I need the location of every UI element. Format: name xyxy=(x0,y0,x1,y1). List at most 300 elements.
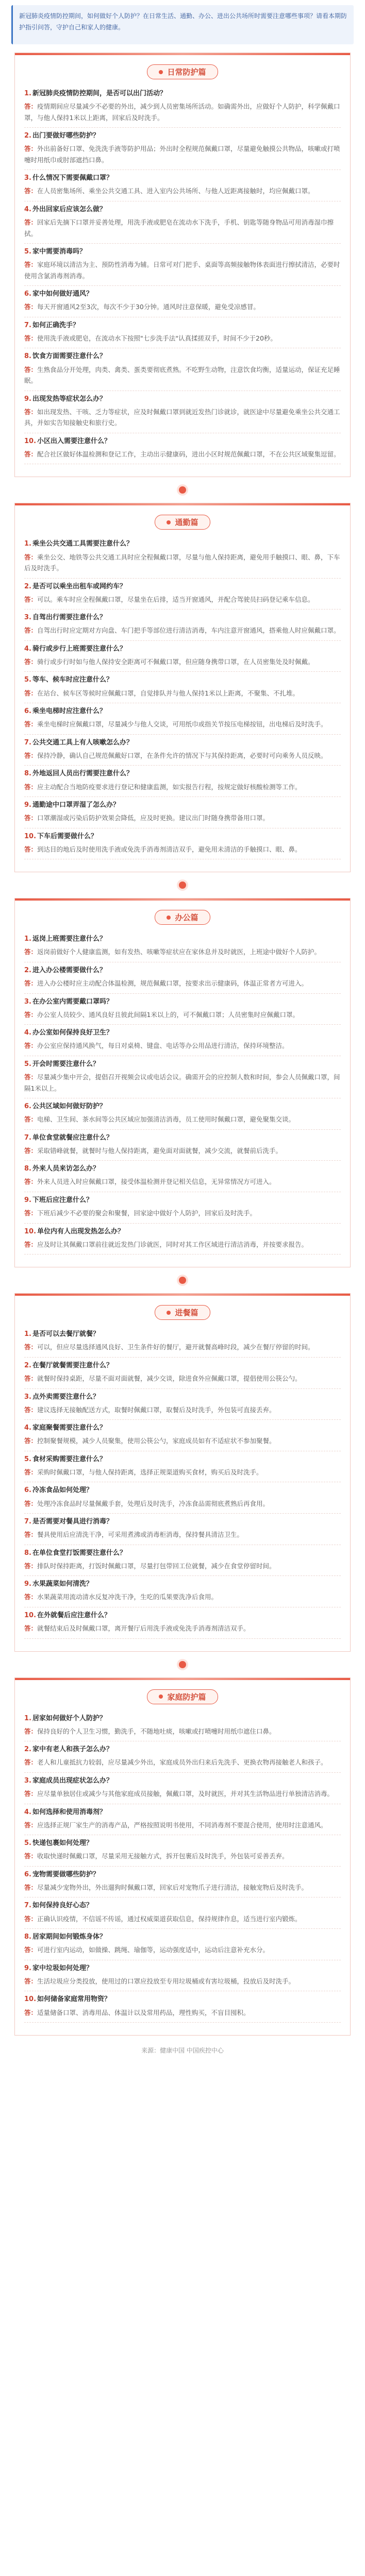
question xyxy=(24,644,341,654)
question xyxy=(24,997,341,1007)
question-number: 10. xyxy=(24,1995,37,2004)
qa-item xyxy=(24,89,341,128)
question xyxy=(24,1579,341,1589)
answer-label: 答： xyxy=(24,1115,38,1124)
qa-item xyxy=(24,1932,341,1960)
qa-item xyxy=(24,1101,341,1130)
answer-text: 可以。乘车时应全程佩戴口罩，尽量坐在后排，适当开窗通风，并配合驾驶员扫码登记乘车信息。 xyxy=(37,595,314,603)
bullet-icon xyxy=(167,520,171,524)
question-text: 出门要做好哪些防护？ xyxy=(32,132,99,140)
question-number: 5. xyxy=(24,676,31,684)
answer xyxy=(24,1467,341,1483)
qa-sections xyxy=(11,53,354,2036)
answer xyxy=(24,750,341,766)
answer-text: 就餐结束后及时佩戴口罩，离开餐厅后用洗手液或免洗手消毒剂清洁双手。 xyxy=(37,1624,250,1633)
question-number: 6. xyxy=(24,1870,31,1878)
answer-label: 答： xyxy=(24,1727,38,1735)
question-number: 10. xyxy=(24,437,37,445)
answer xyxy=(24,217,341,244)
qa-item xyxy=(24,1611,341,1639)
answer-text: 尽量减少集中开会，提倡召开视频会议或电话会议。确需开会的应控制人数和时间，参会人员佩戴口罩，间隔1米以上。 xyxy=(24,1073,340,1092)
qa-item xyxy=(24,1485,341,1514)
answer-text: 生熟食品分开处理，肉类、禽类、蛋类要彻底煮熟。不吃野生动物，注意饮食均衡，适量运动，保证充足睡眠。 xyxy=(24,365,340,385)
qa-item xyxy=(24,351,341,391)
answer-label: 答： xyxy=(24,1146,38,1155)
qa-item xyxy=(24,832,341,860)
qa-item xyxy=(24,1901,341,1929)
question-number: 7. xyxy=(24,321,31,329)
question-number: 1. xyxy=(24,935,31,943)
answer xyxy=(24,449,341,465)
question-number: 8. xyxy=(24,1165,31,1173)
answer-label: 答： xyxy=(24,1790,38,1798)
question-number: 6. xyxy=(24,290,31,298)
answer xyxy=(24,1561,341,1577)
answer-label: 答： xyxy=(24,2008,38,2016)
question-text: 在外就餐后应注意什么？ xyxy=(37,1611,111,1619)
answer-label: 答： xyxy=(24,1852,38,1860)
question-number: 8. xyxy=(24,1549,31,1557)
answer xyxy=(24,1757,341,1773)
answer-text: 使用洗手液或肥皂，在流动水下按照"七步洗手法"认真揉搓双手，时间不少于20秒。 xyxy=(37,334,277,342)
qa-item xyxy=(24,1963,341,1992)
answer-text: 办公室人员较少、通风良好且彼此间隔1米以上的，可不佩戴口罩；人员密集时应佩戴口罩。 xyxy=(37,1010,299,1019)
card-top-decoration xyxy=(15,503,350,505)
section-card xyxy=(14,1677,351,2036)
answer-label: 答： xyxy=(24,1240,38,1248)
card-top-decoration xyxy=(15,1294,350,1296)
question-text: 家中需要消毒吗？ xyxy=(32,248,86,256)
qa-item xyxy=(24,934,341,962)
answer xyxy=(24,1435,341,1451)
question xyxy=(24,131,341,141)
question-text: 如何选择和使用消毒剂？ xyxy=(32,1808,106,1816)
question-number: 7. xyxy=(24,1902,31,1910)
answer-text: 保持良好的个人卫生习惯，勤洗手，不随地吐痰，咳嗽或打喷嚏时用纸巾遮住口鼻。 xyxy=(37,1727,276,1735)
answer-label: 答： xyxy=(24,1758,38,1767)
question-text: 家庭聚餐需要注意什么？ xyxy=(32,1424,106,1432)
question-text: 骑行或步行上班需要注意什么？ xyxy=(32,645,126,653)
answer-label: 答： xyxy=(24,1073,38,1081)
question xyxy=(24,1485,341,1496)
answer xyxy=(24,844,341,860)
question-number: 4. xyxy=(24,1029,31,1037)
answer xyxy=(24,1208,341,1224)
question xyxy=(24,769,341,779)
answer-text: 配合社区做好体温检测和登记工作，主动出示健康码，进出小区时规范佩戴口罩，不在公共区域聚集逗留。 xyxy=(37,450,340,458)
question-number: 2. xyxy=(24,966,31,974)
footer-source: 来源：健康中国 中国疾控中心 xyxy=(141,2047,224,2055)
question-number: 4. xyxy=(24,205,31,213)
answer-text: 回家后先摘下口罩并妥善处理，用洗手液或肥皂在流动水下洗手，手机、钥匙等随身物品可用消毒湿巾擦拭。 xyxy=(24,218,334,238)
answer-text: 外来人员进入时应佩戴口罩，接受体温检测并登记相关信息，无异常情况方可进入。 xyxy=(37,1178,276,1186)
answer-text: 水果蔬菜用流动清水反复冲洗干净，生吃的瓜果要洗净后食用。 xyxy=(37,1593,218,1601)
answer xyxy=(24,1040,341,1056)
question xyxy=(24,89,341,99)
question xyxy=(24,1994,341,2005)
answer-text: 就餐时保持桌距，尽量不面对面就餐，减少交谈，除进食外应佩戴口罩，提倡使用公筷公勺。 xyxy=(37,1375,302,1382)
qa-item xyxy=(24,1714,341,1742)
qa-item xyxy=(24,539,341,578)
answer-text: 下班后减少不必要的聚会和聚餐，回家途中做好个人防护，回家后及时洗手。 xyxy=(37,1209,257,1217)
answer-label: 答： xyxy=(24,187,38,195)
qa-item xyxy=(24,1028,341,1056)
answer-label: 答： xyxy=(24,1343,38,1351)
question-number: 3. xyxy=(24,614,31,622)
intro-banner: 新冠肺炎疫情防控期间，如何做好个人防护？在日常生活、通勤、办公、进出公共场所时需要注意哪些事项？请看本期防护指引问答，守护自己和家人的健康。 xyxy=(11,5,354,44)
question xyxy=(24,1227,341,1237)
question-number: 9. xyxy=(24,801,31,809)
card-top-decoration xyxy=(15,53,350,55)
answer xyxy=(24,688,341,704)
answer-label: 答： xyxy=(24,1624,38,1633)
question-number: 7. xyxy=(24,738,31,747)
question xyxy=(24,1392,341,1402)
question-number: 9. xyxy=(24,395,31,403)
question-text: 家中如何做好通风？ xyxy=(32,290,93,298)
answer xyxy=(24,1404,341,1420)
qa-item xyxy=(24,1392,341,1420)
question-number: 2. xyxy=(24,582,31,590)
answer xyxy=(24,719,341,735)
question-text: 等车、候车时应注意什么？ xyxy=(32,676,113,684)
section-title-row xyxy=(24,515,341,530)
answer xyxy=(24,1145,341,1161)
answer-text: 采购时佩戴口罩，与他人保持距离，选择正规渠道购买食材，购买后及时洗手。 xyxy=(37,1468,263,1476)
answer xyxy=(24,1342,341,1358)
answer-label: 答： xyxy=(24,595,38,603)
question xyxy=(24,1517,341,1527)
question-number: 3. xyxy=(24,1393,31,1401)
question xyxy=(24,247,341,257)
section-title-row xyxy=(24,64,341,79)
answer-label: 答： xyxy=(24,1562,38,1570)
answer xyxy=(24,1373,341,1389)
answer-text: 可进行室内运动，如做操、跳绳、瑜伽等，运动强度适中，运动后注意补充水分。 xyxy=(37,1946,270,1954)
question-text: 返岗上班需要注意什么？ xyxy=(32,935,106,943)
question xyxy=(24,1329,341,1340)
answer-label: 答： xyxy=(24,1468,38,1476)
question-number: 9. xyxy=(24,1580,31,1588)
question-number: 1. xyxy=(24,90,31,97)
question xyxy=(24,1164,341,1174)
question-text: 在办公室内需要戴口罩吗？ xyxy=(32,997,113,1006)
section-title xyxy=(155,910,210,925)
answer-text: 每天开窗通风2至3次，每次不少于30分钟。通风时注意保暖，避免受凉感冒。 xyxy=(37,303,260,311)
answer-label: 答： xyxy=(24,751,38,759)
answer xyxy=(24,2007,341,2023)
question-text: 通勤途中口罩弄湿了怎么办？ xyxy=(32,801,120,809)
question xyxy=(24,205,341,215)
qa-item xyxy=(24,394,341,433)
question xyxy=(24,1423,341,1433)
question-number: 7. xyxy=(24,1133,31,1142)
question xyxy=(24,1714,341,1724)
answer-label: 答： xyxy=(24,1178,38,1186)
question-text: 单位内有人出现发热怎么办？ xyxy=(37,1227,125,1235)
answer-label: 答： xyxy=(24,1209,38,1217)
question-number: 2. xyxy=(24,132,31,140)
qa-item xyxy=(24,1423,341,1451)
question-number: 1. xyxy=(24,540,31,548)
answer-label: 答： xyxy=(24,1531,38,1539)
bullet-icon xyxy=(159,1694,163,1699)
question-text: 外出回家后应该怎么做？ xyxy=(32,205,106,213)
answer xyxy=(24,594,341,610)
question-text: 是否可以乘坐出租车或网约车？ xyxy=(32,582,126,590)
answer-text: 保持冷静，确认自己规范佩戴好口罩，在条件允许的情况下与其保持距离，必要时可向乘务人员反映。 xyxy=(37,751,327,759)
answer-label: 答： xyxy=(24,1437,38,1445)
question-text: 宠物需要做哪些防护？ xyxy=(32,1870,99,1878)
question-text: 如何正确洗手？ xyxy=(32,321,79,329)
answer xyxy=(24,1072,341,1098)
question xyxy=(24,394,341,404)
section-title xyxy=(147,64,218,79)
question-text: 下班后应注意什么？ xyxy=(32,1196,93,1204)
qa-item xyxy=(24,675,341,703)
question-text: 进入办公楼需要做什么？ xyxy=(32,966,106,974)
question-text: 什么情况下需要佩戴口罩？ xyxy=(32,174,113,182)
answer-text: 生活垃圾应分类投放，使用过的口罩应投放至专用垃圾桶或有害垃圾桶，投放后及时洗手。 xyxy=(37,1977,295,1985)
section-card xyxy=(14,53,351,477)
section-title xyxy=(155,515,210,530)
qa-item xyxy=(24,1870,341,1898)
answer xyxy=(24,1913,341,1929)
section-title xyxy=(155,1305,210,1320)
question xyxy=(24,613,341,623)
qa-item xyxy=(24,1133,341,1161)
qa-item xyxy=(24,205,341,244)
question xyxy=(24,800,341,810)
question-number: 5. xyxy=(24,1455,31,1463)
question-number: 1. xyxy=(24,1330,31,1338)
answer xyxy=(24,552,341,579)
question-text: 是否需要对餐具进行消毒？ xyxy=(32,1518,113,1526)
question xyxy=(24,289,341,299)
answer-label: 答： xyxy=(24,1593,38,1601)
qa-item xyxy=(24,1807,341,1836)
qa-item xyxy=(24,320,341,349)
question xyxy=(24,320,341,331)
answer-label: 答： xyxy=(24,1946,38,1954)
question-text: 新冠肺炎疫情防控期间，是否可以出门活动？ xyxy=(32,90,167,97)
answer-text: 尽量减少宠物外出，外出遛狗时佩戴口罩，回家后对宠物爪子进行清洁，接触宠物后及时洗手。 xyxy=(37,1883,308,1891)
answer-text: 控制聚餐规模，减少人员聚集，使用公筷公勺，家庭成员如有不适症状不参加聚餐。 xyxy=(37,1437,276,1445)
answer xyxy=(24,1944,341,1960)
question xyxy=(24,582,341,592)
answer-text: 老人和儿童抵抗力较弱，应尽量减少外出，家庭成员外出归来后先洗手、更换衣物再接触老人和孩子。 xyxy=(37,1758,327,1767)
answer-label: 答： xyxy=(24,1821,38,1829)
question-text: 家中垃圾如何处理？ xyxy=(32,1964,93,1972)
question xyxy=(24,1195,341,1206)
question-text: 外来人员来访怎么办？ xyxy=(32,1165,99,1173)
question-text: 家中有老人和孩子怎么办？ xyxy=(32,1745,113,1754)
question-number: 7. xyxy=(24,1518,31,1526)
question xyxy=(24,1548,341,1558)
answer xyxy=(24,782,341,798)
card-top-decoration xyxy=(15,1678,350,1680)
question xyxy=(24,1028,341,1038)
question xyxy=(24,934,341,944)
question-number: 6. xyxy=(24,1486,31,1495)
question xyxy=(24,1963,341,1974)
answer-text: 可以，但应尽量选择通风良好、卫生条件好的餐厅，避开就餐高峰时段，减少在餐厅停留的时间。 xyxy=(37,1343,314,1351)
question-text: 下车后需要做什么？ xyxy=(37,832,98,840)
answer-label: 答： xyxy=(24,689,38,697)
qa-item xyxy=(24,738,341,766)
answer xyxy=(24,946,341,962)
answer-text: 电梯、卫生间、茶水间等公共区域应加强清洁消毒，员工使用时佩戴口罩，避免聚集交谈。 xyxy=(37,1115,295,1124)
answer-text: 在人员密集场所、乘坐公共交通工具、进入室内公共场所、与他人近距离接触时，均应佩戴口罩。 xyxy=(37,187,314,195)
question-text: 办公室如何保持良好卫生？ xyxy=(32,1029,113,1037)
answer-label: 答： xyxy=(24,103,38,111)
question xyxy=(24,1870,341,1880)
answer-label: 答： xyxy=(24,334,38,342)
qa-item xyxy=(24,1227,341,1255)
answer-label: 答： xyxy=(24,1405,38,1414)
card-top-decoration xyxy=(15,899,350,901)
question-number: 2. xyxy=(24,1745,31,1754)
answer-text: 疫情期间应尽量减少不必要的外出，减少到人员密集场所活动。如确需外出，应做好个人防护，科学佩戴口罩，与他人保持1米以上距离，回家后及时洗手。 xyxy=(24,103,340,122)
question xyxy=(24,436,341,447)
answer-label: 答： xyxy=(24,1375,38,1382)
question-number: 6. xyxy=(24,1103,31,1111)
answer xyxy=(24,101,341,128)
question-text: 小区出入需要注意什么？ xyxy=(37,437,111,445)
question-number: 3. xyxy=(24,997,31,1006)
answer xyxy=(24,143,341,170)
question-number: 8. xyxy=(24,352,31,361)
qa-item xyxy=(24,769,341,797)
answer-label: 答： xyxy=(24,948,38,956)
section-divider-icon xyxy=(11,486,354,494)
section-divider-icon xyxy=(11,882,354,889)
qa-item xyxy=(24,247,341,286)
question xyxy=(24,539,341,549)
question-text: 如何保持良好心态？ xyxy=(32,1902,93,1910)
answer xyxy=(24,364,341,391)
answer-text: 自驾出行时应定期对方向盘、车门把手等部位进行清洁消毒，车内注意开窗通风，搭乘他人时应佩戴口罩。 xyxy=(37,626,340,635)
question-text: 乘坐电梯时应注意什么？ xyxy=(32,707,106,716)
question-number: 8. xyxy=(24,770,31,778)
section-title-row xyxy=(24,910,341,925)
question xyxy=(24,173,341,183)
question-text: 家庭成员出现症状怎么办？ xyxy=(32,1776,113,1785)
qa-item xyxy=(24,1329,341,1358)
question-number: 9. xyxy=(24,1196,31,1204)
answer-label: 答： xyxy=(24,261,38,269)
answer-text: 进入办公楼时应主动配合体温检测，规范佩戴口罩，按要求出示健康码，体温正常者方可进入。 xyxy=(37,979,308,988)
section-card xyxy=(14,898,351,1267)
question-text: 快递包裹如何处理？ xyxy=(32,1839,93,1848)
question xyxy=(24,965,341,976)
qa-item xyxy=(24,1776,341,1804)
question xyxy=(24,1744,341,1755)
question-number: 8. xyxy=(24,1933,31,1941)
answer-text: 收取快递时佩戴口罩，尽量采用无接触方式，拆开包裹后及时洗手，外包装可妥善丢弃。 xyxy=(37,1852,289,1860)
answer-text: 家庭环境以清洁为主、预防性消毒为辅。日常可对门把手、桌面等高频接触物体表面进行擦拭清洁，必要时使用含氯消毒剂消毒。 xyxy=(24,261,340,280)
question-number: 9. xyxy=(24,1964,31,1972)
answer-text: 应尽量单独居住或减少与其他家庭成员接触，佩戴口罩，及时就医，并对其生活物品进行单独清洁消毒。 xyxy=(37,1790,334,1798)
question xyxy=(24,1838,341,1849)
question xyxy=(24,738,341,748)
answer xyxy=(24,1529,341,1545)
section-title-row xyxy=(24,1305,341,1320)
answer-label: 答： xyxy=(24,814,38,822)
answer-text: 到达目的地后及时使用洗手液或免洗手消毒剂清洁双手，避免用未清洁的手触摸口、眼、鼻。 xyxy=(37,845,302,853)
qa-item xyxy=(24,1838,341,1867)
qa-item xyxy=(24,289,341,317)
answer-label: 答： xyxy=(24,1883,38,1891)
answer-text: 排队时保持距离，打饭时佩戴口罩，尽量打包带回工位就餐，减少在食堂停留时间。 xyxy=(37,1562,276,1570)
question xyxy=(24,1133,341,1143)
answer xyxy=(24,1009,341,1025)
question-number: 4. xyxy=(24,1424,31,1432)
question xyxy=(24,1932,341,1942)
answer xyxy=(24,1498,341,1514)
bullet-icon xyxy=(167,916,171,920)
question-text: 居家期间如何锻炼身体？ xyxy=(32,1933,106,1941)
answer xyxy=(24,1820,341,1836)
question-text: 点外卖需要注意什么？ xyxy=(32,1393,99,1401)
question-text: 开会时需要注意什么？ xyxy=(32,1060,99,1068)
answer-label: 答： xyxy=(24,218,38,227)
question xyxy=(24,706,341,717)
qa-item xyxy=(24,1195,341,1224)
question-text: 冷冻食品如何处理？ xyxy=(32,1486,93,1495)
answer-text: 外出前备好口罩、免洗洗手液等防护用品；外出时全程规范佩戴口罩，尽量避免触摸公共物品，咳嗽或打喷嚏时用纸巾或肘部遮挡口鼻。 xyxy=(24,145,340,164)
answer-label: 答： xyxy=(24,657,38,666)
question-number: 3. xyxy=(24,1776,31,1785)
question xyxy=(24,1059,341,1070)
answer-text: 办公室应保持通风换气，每日对桌椅、键盘、电话等办公用品进行清洁，保持环境整洁。 xyxy=(37,1042,289,1050)
answer-label: 答： xyxy=(24,1499,38,1507)
question xyxy=(24,1611,341,1621)
qa-item xyxy=(24,706,341,735)
answer-text: 乘坐电梯时应佩戴口罩，尽量减少与他人交谈，可用纸巾或指关节按压电梯按钮，出电梯后及时洗手。 xyxy=(37,720,327,728)
answer-text: 餐具使用后应清洗干净，可采用煮沸或消毒柜消毒，保持餐具清洁卫生。 xyxy=(37,1531,244,1539)
answer-label: 答： xyxy=(24,303,38,311)
question-text: 乘坐公共交通工具需要注意什么？ xyxy=(32,540,133,548)
question-number: 2. xyxy=(24,1361,31,1369)
answer-text: 应主动配合当地防疫要求进行登记和健康监测，如实报告行程，按规定做好核酸检测等工作。 xyxy=(37,783,302,791)
answer xyxy=(24,1591,341,1607)
answer-label: 答： xyxy=(24,365,38,374)
answer-label: 答： xyxy=(24,845,38,853)
answer-text: 返岗前做好个人健康监测，如有发热、咳嗽等症状应在家休息并及时就医，上班途中做好个人防护。 xyxy=(37,948,321,956)
qa-item xyxy=(24,1164,341,1192)
question-text: 食材采购需要注意什么？ xyxy=(32,1455,106,1463)
answer xyxy=(24,1623,341,1639)
answer-text: 应及时让其佩戴口罩前往就近发热门诊就医，同时对其工作区域进行清洁消毒，并按要求报告。 xyxy=(37,1240,308,1248)
answer-label: 答： xyxy=(24,626,38,635)
answer-label: 答： xyxy=(24,1914,38,1923)
section-title-row xyxy=(24,1689,341,1704)
question-number: 5. xyxy=(24,1060,31,1068)
answer-label: 答： xyxy=(24,1010,38,1019)
qa-item xyxy=(24,1548,341,1577)
question-number: 5. xyxy=(24,248,31,256)
answer-text: 适量储备口罩、消毒用品、体温计以及常用药品，理性购买，不盲目囤积。 xyxy=(37,2008,250,2016)
answer-text: 骑行或步行时如与他人保持安全距离可不佩戴口罩，但应随身携带口罩，在人员密集处及时佩戴。 xyxy=(37,657,314,666)
answer-text: 在站台、候车区等候时应佩戴口罩，自觉排队并与他人保持1米以上距离，不聚集、不扎堆。 xyxy=(37,689,299,697)
question-number: 3. xyxy=(24,174,31,182)
qa-item xyxy=(24,1579,341,1607)
answer-label: 答： xyxy=(24,145,38,153)
answer-text: 应选择正规厂家生产的消毒产品，严格按照说明书使用，不同消毒剂不要混合使用，使用时注意通风。 xyxy=(37,1821,327,1829)
section-title xyxy=(147,1689,218,1704)
qa-item xyxy=(24,131,341,170)
